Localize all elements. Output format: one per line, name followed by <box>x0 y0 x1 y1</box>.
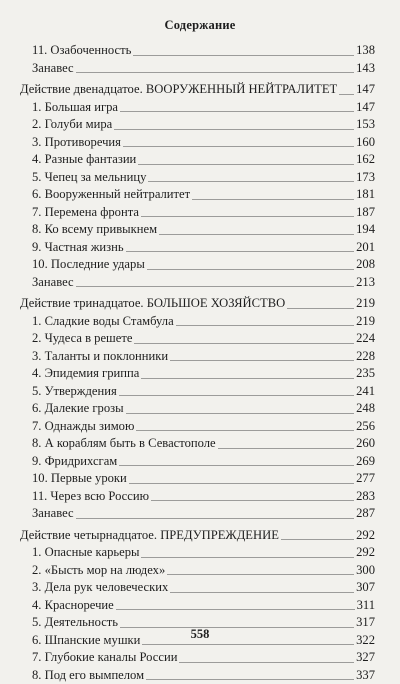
toc-entry-label: 3. Дела рук человеческих <box>32 579 168 597</box>
toc-entry-label: 7. Перемена фронта <box>32 204 139 222</box>
toc-act-label: Действие четырнадцатое. ПРЕДУПРЕЖДЕНИЕ <box>20 527 279 545</box>
toc-entry-page: 307 <box>356 579 375 597</box>
toc-act-heading <box>20 295 375 313</box>
dot-leader <box>120 111 354 112</box>
toc-entry-label: 11. Озабоченность <box>32 42 131 60</box>
toc-entry-page: 219 <box>356 313 375 331</box>
toc-entry-page: 208 <box>356 256 375 274</box>
dot-leader <box>141 216 354 217</box>
toc-entry-page: 160 <box>356 134 375 152</box>
toc-entry-label: 10. Последние удары <box>32 256 145 274</box>
dot-leader <box>126 413 355 414</box>
toc-entry-page: 269 <box>356 453 375 471</box>
toc-entry-page: 327 <box>356 649 375 667</box>
toc-entry <box>20 186 375 204</box>
toc-entry-page: 292 <box>356 527 375 545</box>
toc-entry <box>20 330 375 348</box>
toc-entry-label: 2. Чудеса в решете <box>32 330 132 348</box>
toc-entry-label: 7. Глубокие каналы России <box>32 649 177 667</box>
dot-leader <box>119 465 354 466</box>
dot-leader <box>141 378 354 379</box>
toc-entry <box>20 435 375 453</box>
dot-leader <box>116 609 355 610</box>
toc-entry-label: 6. Далекие грозы <box>32 400 124 418</box>
toc-entry <box>20 256 375 274</box>
toc-entry-page: 241 <box>356 383 375 401</box>
toc-entry <box>20 418 375 436</box>
toc-entry-label: 8. А кораблям быть в Севастополе <box>32 435 216 453</box>
dot-leader <box>119 395 354 396</box>
toc-entry-label: 4. Эпидемия гриппа <box>32 365 139 383</box>
toc-entry <box>20 470 375 488</box>
dot-leader <box>134 343 354 344</box>
table-of-contents <box>20 42 375 684</box>
toc-entry-page: 143 <box>356 60 375 78</box>
dot-leader <box>159 234 354 235</box>
toc-entry-page: 256 <box>356 418 375 436</box>
toc-entry-page: 228 <box>356 348 375 366</box>
dot-leader <box>136 430 354 431</box>
toc-entry-page: 138 <box>356 42 375 60</box>
toc-entry <box>20 60 375 78</box>
toc-entry-label: 2. «Бысть мор на людех» <box>32 562 165 580</box>
toc-entry-label: 1. Опасные карьеры <box>32 544 139 562</box>
toc-entry-label: 11. Через всю Россию <box>32 488 149 506</box>
toc-entry-label: 7. Однажды зимою <box>32 418 134 436</box>
toc-entry-page: 322 <box>356 632 375 650</box>
dot-leader <box>151 500 354 501</box>
toc-entry <box>20 453 375 471</box>
toc-entry <box>20 544 375 562</box>
toc-entry-label: 6. Вооруженный нейтралитет <box>32 186 190 204</box>
dot-leader <box>287 308 354 309</box>
toc-entry <box>20 348 375 366</box>
toc-entry <box>20 239 375 257</box>
toc-entry-label: 9. Фридрихсгам <box>32 453 117 471</box>
toc-entry-label: 1. Большая игра <box>32 99 118 117</box>
toc-entry-page: 173 <box>356 169 375 187</box>
dot-leader <box>148 181 354 182</box>
toc-entry <box>20 151 375 169</box>
toc-entry-page: 147 <box>356 99 375 117</box>
dot-leader <box>176 325 354 326</box>
toc-entry-page: 219 <box>356 295 375 313</box>
toc-entry <box>20 204 375 222</box>
toc-entry-page: 181 <box>356 186 375 204</box>
dot-leader <box>167 574 354 575</box>
toc-entry <box>20 505 375 523</box>
toc-entry <box>20 169 375 187</box>
toc-entry-label: 4. Красноречие <box>32 597 114 615</box>
dot-leader <box>76 518 355 519</box>
toc-entry-page: 287 <box>356 505 375 523</box>
toc-act-label: Действие двенадцатое. ВООРУЖЕННЫЙ НЕЙТРАЛИТЕТ <box>20 81 337 99</box>
toc-entry-label: 6. Шпанские мушки <box>32 632 140 650</box>
toc-entry-page: 277 <box>356 470 375 488</box>
toc-entry-label: Занавес <box>32 60 74 78</box>
dot-leader <box>133 55 354 56</box>
toc-entry-page: 187 <box>356 204 375 222</box>
toc-entry-label: Занавес <box>32 274 74 292</box>
toc-entry-label: 8. Ко всему привыкнем <box>32 221 157 239</box>
toc-entry-page: 283 <box>356 488 375 506</box>
dot-leader <box>142 644 354 645</box>
page-number: 558 <box>0 627 400 642</box>
toc-entry <box>20 562 375 580</box>
toc-entry-page: 201 <box>356 239 375 257</box>
toc-entry <box>20 134 375 152</box>
toc-entry-label: 4. Разные фантазии <box>32 151 136 169</box>
toc-entry <box>20 42 375 60</box>
toc-entry-page: 300 <box>356 562 375 580</box>
toc-entry-page: 248 <box>356 400 375 418</box>
dot-leader <box>281 539 354 540</box>
dot-leader <box>76 72 355 73</box>
toc-entry <box>20 597 375 615</box>
toc-entry-label: 3. Таланты и поклонники <box>32 348 168 366</box>
dot-leader <box>126 251 354 252</box>
toc-entry-page: 317 <box>356 614 375 632</box>
toc-entry <box>20 221 375 239</box>
toc-entry-label: 9. Частная жизнь <box>32 239 124 257</box>
toc-entry-page: 153 <box>356 116 375 134</box>
toc-act-heading <box>20 527 375 545</box>
toc-entry-label: 8. Под его вымпелом <box>32 667 144 684</box>
dot-leader <box>170 592 354 593</box>
toc-entry-page: 224 <box>356 330 375 348</box>
toc-entry <box>20 116 375 134</box>
toc-act-label: Действие тринадцатое. БОЛЬШОЕ ХОЗЯЙСТВО <box>20 295 285 313</box>
toc-entry-page: 162 <box>356 151 375 169</box>
dot-leader <box>339 94 354 95</box>
toc-entry <box>20 667 375 684</box>
toc-entry <box>20 579 375 597</box>
toc-entry <box>20 400 375 418</box>
dot-leader <box>129 483 354 484</box>
toc-entry-page: 337 <box>356 667 375 684</box>
toc-entry-page: 213 <box>356 274 375 292</box>
toc-entry-label: 1. Сладкие воды Стамбула <box>32 313 174 331</box>
toc-entry-page: 147 <box>356 81 375 99</box>
toc-entry <box>20 383 375 401</box>
toc-entry <box>20 274 375 292</box>
toc-entry <box>20 488 375 506</box>
toc-entry <box>20 313 375 331</box>
toc-entry-label: 10. Первые уроки <box>32 470 127 488</box>
dot-leader <box>146 679 354 680</box>
page-header: Содержание <box>0 18 400 33</box>
toc-entry-label: Занавес <box>32 505 74 523</box>
toc-entry-label: 2. Голуби мира <box>32 116 112 134</box>
toc-entry-label: 5. Деятельность <box>32 614 118 632</box>
dot-leader <box>123 146 354 147</box>
dot-leader <box>179 662 354 663</box>
toc-entry-page: 235 <box>356 365 375 383</box>
toc-entry <box>20 99 375 117</box>
dot-leader <box>138 164 354 165</box>
toc-entry-label: 5. Чепец за мельницу <box>32 169 146 187</box>
dot-leader <box>218 448 354 449</box>
dot-leader <box>147 269 354 270</box>
dot-leader <box>141 557 354 558</box>
toc-entry <box>20 365 375 383</box>
toc-entry-page: 292 <box>356 544 375 562</box>
dot-leader <box>192 199 354 200</box>
dot-leader <box>114 129 354 130</box>
dot-leader <box>170 360 354 361</box>
toc-entry-page: 194 <box>356 221 375 239</box>
toc-entry-page: 311 <box>357 597 375 615</box>
dot-leader <box>76 286 355 287</box>
toc-entry-label: 5. Утверждения <box>32 383 117 401</box>
toc-entry-page: 260 <box>356 435 375 453</box>
toc-act-heading <box>20 81 375 99</box>
toc-entry-label: 3. Противоречия <box>32 134 121 152</box>
